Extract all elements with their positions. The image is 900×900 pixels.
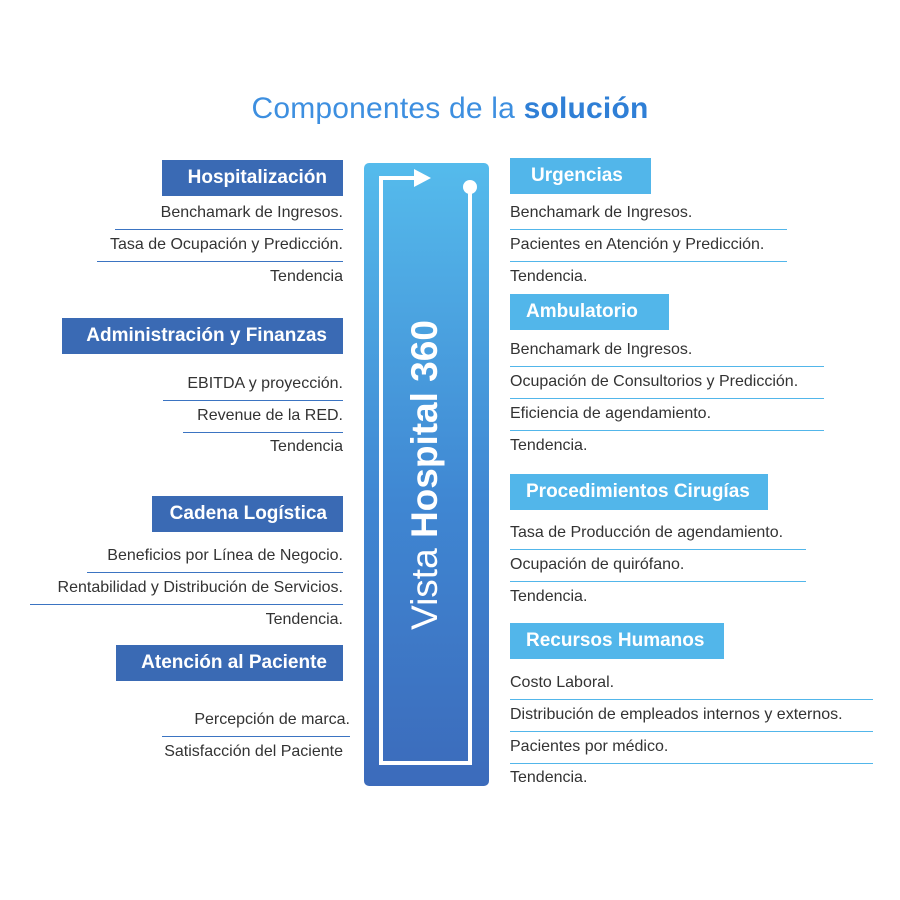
left-item: Tasa de Ocupación y Predicción. <box>97 231 343 262</box>
title-part2: solución <box>523 92 649 125</box>
left-item: Percepción de marca. <box>162 706 350 737</box>
right-item: Benchamark de Ingresos. <box>510 336 824 367</box>
heading-recursos-humanos: Recursos Humanos <box>510 623 724 659</box>
right-item: Tendencia. <box>510 268 588 285</box>
left-item: Tendencia. <box>265 611 343 628</box>
heading-atencion-paciente: Atención al Paciente <box>116 645 343 681</box>
left-item: Benchamark de Ingresos. <box>115 199 343 230</box>
right-item: Pacientes en Atención y Predicción. <box>510 231 787 262</box>
right-item: Pacientes por médico. <box>510 733 873 764</box>
title-part1: Componentes de la <box>251 92 516 125</box>
right-item: Benchamark de Ingresos. <box>510 199 787 230</box>
heading-urgencias: Urgencias <box>510 158 651 194</box>
right-item: Tasa de Producción de agendamiento. <box>510 519 806 550</box>
heading-hospitalizacion: Hospitalización <box>162 160 343 196</box>
right-item: Tendencia. <box>510 437 588 454</box>
left-item: Rentabilidad y Distribución de Servicios. <box>30 574 343 605</box>
right-item: Tendencia. <box>510 769 588 786</box>
right-item: Distribución de empleados internos y externos. <box>510 701 873 732</box>
heading-ambulatorio: Ambulatorio <box>510 294 669 330</box>
center-label <box>404 320 446 630</box>
left-item: Satisfacción del Paciente <box>164 743 343 760</box>
page-title <box>0 92 900 126</box>
heading-administracion-finanzas: Administración y Finanzas <box>62 318 343 354</box>
right-item: Costo Laboral. <box>510 669 873 700</box>
left-item: EBITDA y proyección. <box>163 370 343 401</box>
heading-cadena-logistica: Cadena Logística <box>152 496 343 532</box>
center-label-part1: Vista <box>404 548 445 630</box>
right-item: Tendencia. <box>510 588 588 605</box>
right-item: Ocupación de quirófano. <box>510 551 806 582</box>
left-item: Beneficios por Línea de Negocio. <box>87 542 343 573</box>
right-item: Eficiencia de agendamiento. <box>510 400 824 431</box>
left-item: Tendencia <box>270 268 343 285</box>
center-label-part2: Hospital 360 <box>404 320 445 539</box>
heading-procedimientos-cirugias: Procedimientos Cirugías <box>510 474 768 510</box>
left-item: Revenue de la RED. <box>183 402 343 433</box>
right-item: Ocupación de Consultorios y Predicción. <box>510 368 824 399</box>
left-item: Tendencia <box>270 438 343 455</box>
